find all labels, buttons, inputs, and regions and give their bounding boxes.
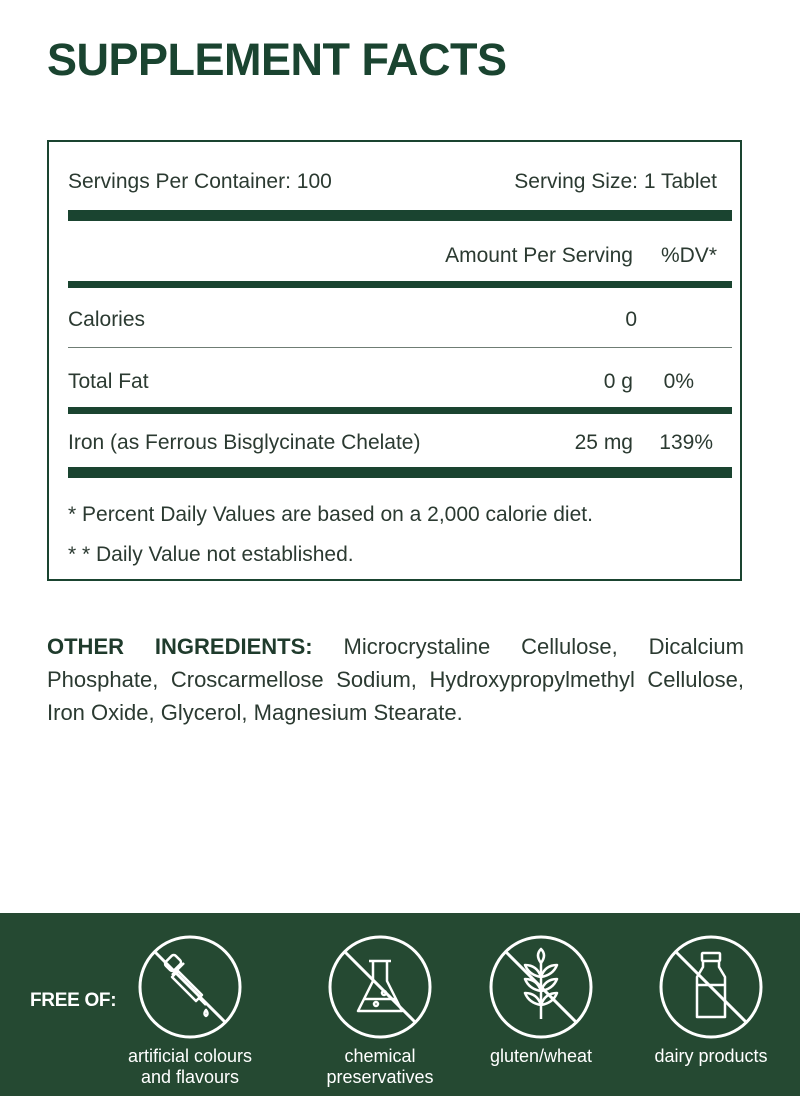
free-of-gluten-wheat xyxy=(466,933,616,1067)
other-ingredients xyxy=(47,630,744,729)
free-of-band xyxy=(0,913,800,1096)
page-title: SUPPLEMENT FACTS xyxy=(47,34,507,85)
free-of-chemical-preservatives xyxy=(305,933,455,1088)
free-of-label: FREE OF: xyxy=(30,990,117,1011)
footnote-not-established: * * Daily Value not established. xyxy=(68,543,354,566)
divider-thick xyxy=(68,210,732,221)
badge-caption: gluten/wheat xyxy=(489,1046,593,1066)
badge-caption: dairy products xyxy=(654,1046,768,1066)
divider-medium xyxy=(68,407,732,414)
wheat-icon xyxy=(487,933,595,1041)
dv-header: %DV* xyxy=(660,244,717,267)
nutrient-amount: 0 g xyxy=(603,370,633,393)
milk-bottle-icon xyxy=(657,933,765,1041)
amount-per-serving-header: Amount Per Serving xyxy=(445,244,633,267)
free-of-dairy-products xyxy=(636,933,786,1067)
nutrient-amount: 0 xyxy=(625,308,637,331)
divider-thick xyxy=(68,467,732,478)
dropper-icon xyxy=(136,933,244,1041)
nutrient-name: Calories xyxy=(68,308,146,331)
serving-size: Serving Size: 1 Tablet xyxy=(514,170,717,193)
nutrient-name: Total Fat xyxy=(68,370,149,393)
ingredients-text: Microcrystaline Cellulose, Dicalcium Phosphate, Croscarmellose Sodium, Hydroxypropylmethyl Cellulose, Iron Oxide, Glycerol, Magnesium Stearate. xyxy=(47,634,744,725)
ingredients-label: OTHER INGREDIENTS: xyxy=(47,634,313,659)
nutrient-name: Iron (as Ferrous Bisglycinate Chelate) xyxy=(68,431,421,454)
nutrient-dv: 0% xyxy=(663,370,694,393)
divider-thin xyxy=(68,347,732,348)
flask-icon xyxy=(326,933,434,1041)
badge-caption: artificial colours and flavours xyxy=(127,1046,253,1087)
free-of-artificial-colours xyxy=(115,933,265,1088)
nutrient-amount: 25 mg xyxy=(574,431,633,454)
servings-per-container: Servings Per Container: 100 xyxy=(68,170,332,193)
badge-caption: chemical preservatives xyxy=(326,1046,434,1087)
supplement-facts-table xyxy=(47,140,742,581)
nutrient-dv: 139% xyxy=(659,431,713,454)
footnote-daily-values: * Percent Daily Values are based on a 2,000 calorie diet. xyxy=(68,503,593,526)
divider-medium xyxy=(68,281,732,288)
